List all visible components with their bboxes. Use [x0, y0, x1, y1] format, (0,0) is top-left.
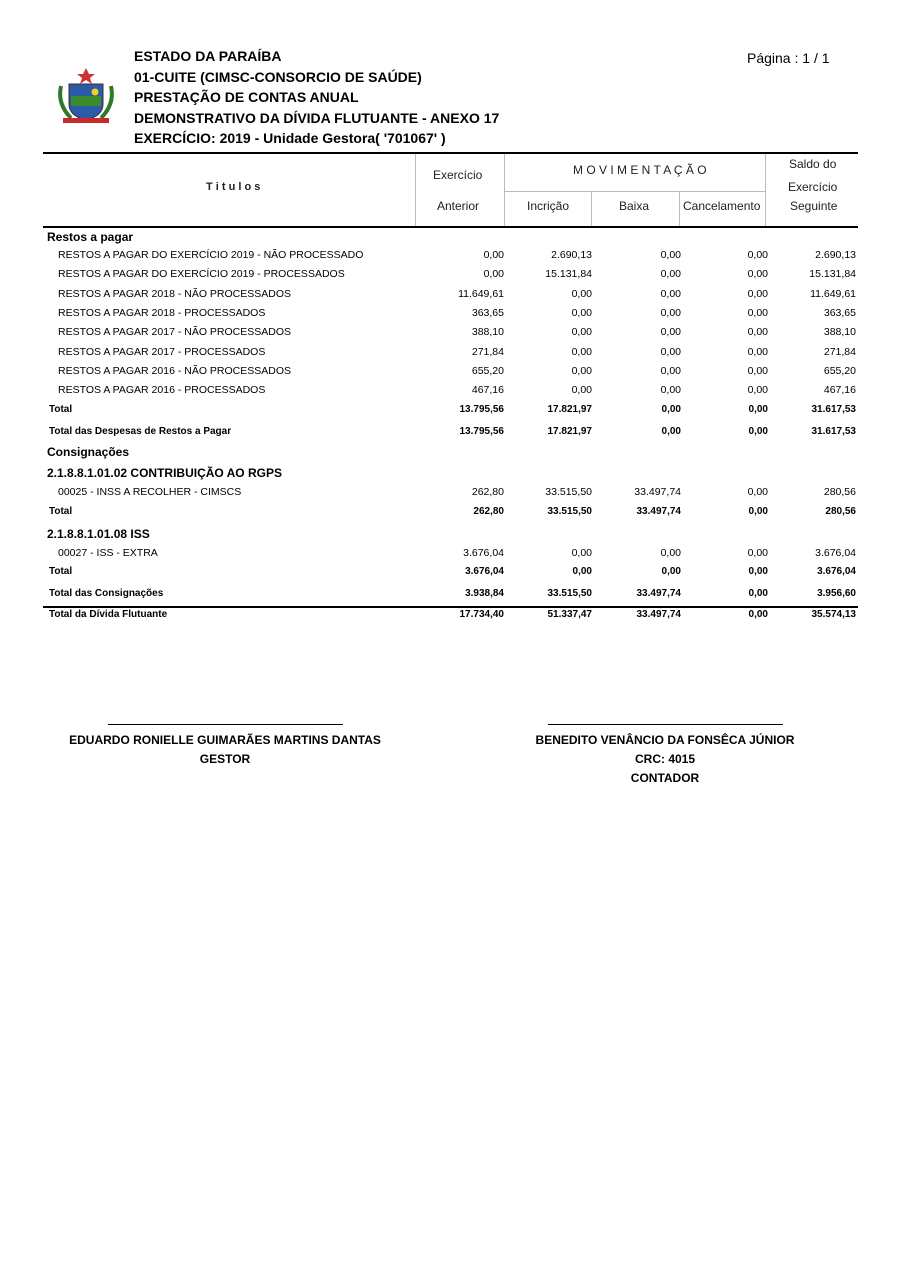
signature-contador: [485, 724, 845, 788]
col-saldo-1: Saldo do: [789, 157, 837, 171]
signer-role: GESTOR: [199, 752, 251, 766]
group-rgps-title: 2.1.8.8.1.01.02 CONTRIBUIÇÃO AO RGPS: [47, 466, 282, 480]
table-row: 00025 - INSS A RECOLHER - CIMSCS 262,80 33.515,50 33.497,74 0,00 280,56: [58, 486, 856, 498]
table-row: RESTOS A PAGAR DO EXERCÍCIO 2019 - NÃO PROCESSADO 0,00 2.690,13 0,00 0,00 2.690,13: [58, 249, 856, 261]
col-movimentacao: M O V I M E N T A Ç Ã O: [573, 163, 707, 177]
total-row: Total 3.676,04 0,00 0,00 0,00 3.676,04: [49, 566, 856, 577]
consignacoes-grand-total-row: Total das Consignações 3.938,84 33.515,50 33.497,74 0,00 3.956,60: [49, 588, 856, 599]
section-consignacoes: Consignações: [47, 445, 130, 459]
signer-name: BENEDITO VENÂNCIO DA FONSÊCA JÚNIOR: [535, 733, 795, 747]
exercise-unit: EXERCÍCIO: 2019 - Unidade Gestora( '701067' ): [134, 130, 446, 146]
col-exercicio-anterior-bottom: Anterior: [437, 199, 480, 213]
col-exercicio-anterior-top: Exercício: [433, 168, 483, 182]
state-title: ESTADO DA PARAÍBA: [134, 48, 282, 64]
col-saldo-2: Exercício: [788, 180, 838, 194]
table-row: RESTOS A PAGAR DO EXERCÍCIO 2019 - PROCESSADOS 0,00 15.131,84 0,00 0,00 15.131,84: [58, 268, 856, 280]
divida-flutuante-total-row: Total da Dívida Flutuante 17.734,40 51.337,47 33.497,74 0,00 35.574,13: [49, 609, 856, 620]
coat-of-arms-icon: [55, 66, 117, 128]
signature-line: [108, 724, 343, 725]
signer-role: CONTADOR: [630, 771, 700, 785]
col-baixa: Baixa: [619, 199, 650, 213]
col-cancelamento: Cancelamento: [683, 199, 761, 213]
section-restos-a-pagar: Restos a pagar: [47, 230, 134, 244]
table-row: RESTOS A PAGAR 2017 - PROCESSADOS 271,84 0,00 0,00 0,00 271,84: [58, 346, 856, 358]
report-type: PRESTAÇÃO DE CONTAS ANUAL: [134, 89, 359, 105]
page-number: Página : 1 / 1: [747, 50, 830, 66]
report-header: [134, 46, 499, 149]
signer-name: EDUARDO RONIELLE GUIMARÃES MARTINS DANTAS: [69, 733, 381, 747]
restos-grand-total-row: Total das Despesas de Restos a Pagar 13.795,56 17.821,97 0,00 0,00 31.617,53: [49, 426, 856, 437]
table-header: [43, 152, 858, 228]
entity-title: 01-CUITE (CIMSC-CONSORCIO DE SAÚDE): [134, 68, 422, 85]
signature-gestor: [45, 724, 405, 769]
group-iss-title: 2.1.8.8.1.01.08 ISS: [47, 527, 150, 541]
signer-crc: CRC: 4015: [634, 752, 696, 766]
col-inscricao: Incrição: [527, 199, 570, 213]
table-row: RESTOS A PAGAR 2016 - PROCESSADOS 467,16 0,00 0,00 0,00 467,16: [58, 384, 856, 396]
col-titulos: T i t u l o s: [206, 181, 261, 193]
report-title: DEMONSTRATIVO DA DÍVIDA FLUTUANTE - ANEXO 17: [134, 109, 500, 126]
table-row: RESTOS A PAGAR 2017 - NÃO PROCESSADOS 388,10 0,00 0,00 0,00 388,10: [58, 326, 856, 338]
table-row: 00027 - ISS - EXTRA 3.676,04 0,00 0,00 0,00 3.676,04: [58, 547, 856, 559]
total-row: Total 13.795,56 17.821,97 0,00 0,00 31.617,53: [49, 404, 856, 415]
table-row: RESTOS A PAGAR 2018 - NÃO PROCESSADOS 11.649,61 0,00 0,00 0,00 11.649,61: [58, 288, 856, 300]
col-saldo-3: Seguinte: [790, 199, 838, 213]
total-row: Total 262,80 33.515,50 33.497,74 0,00 280,56: [49, 506, 856, 517]
table-row: RESTOS A PAGAR 2016 - NÃO PROCESSADOS 655,20 0,00 0,00 0,00 655,20: [58, 365, 856, 377]
table-row: RESTOS A PAGAR 2018 - PROCESSADOS 363,65 0,00 0,00 0,00 363,65: [58, 307, 856, 319]
signature-line: [548, 724, 783, 725]
